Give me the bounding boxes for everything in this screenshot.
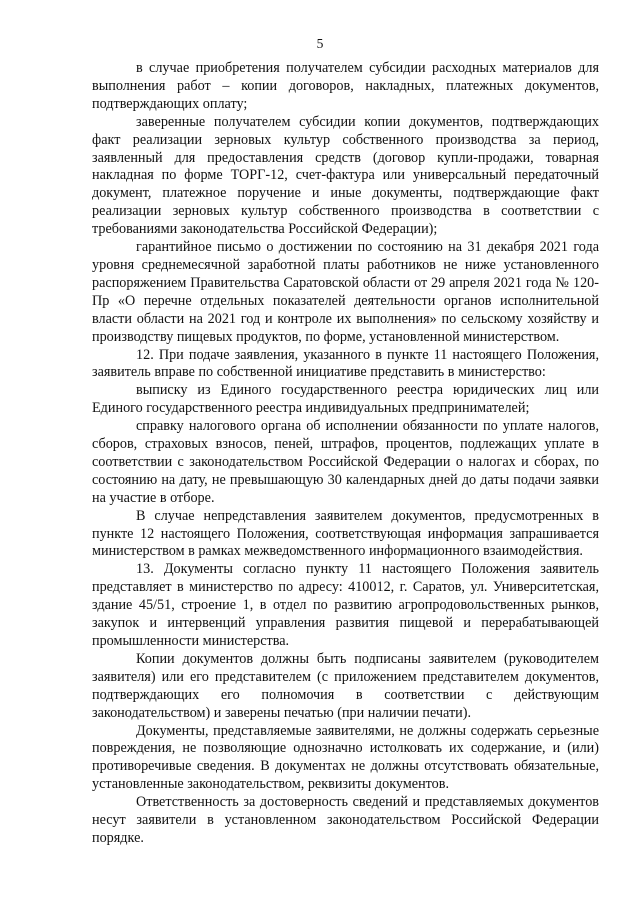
document-body xyxy=(92,60,599,848)
paragraph-clause-13: 13. Документы согласно пункту 11 настоящего Положения заявитель представляет в министерство по адресу: 410012, г. Саратов, ул. Университетская, здание 45/51, строение 1, в отдел по развитию агропродовольственных рынков, закупок и интервенций управления развития пищевой и перерабатывающей промышленности министерства. xyxy=(92,561,599,649)
paragraph-clause-12: 12. При подаче заявления, указанного в пункте 11 настоящего Положения, заявитель вправе по собственной инициативе представить в министерство: xyxy=(92,346,599,381)
paragraph-grain-sales-documents: заверенные получателем субсидии копии документов, подтверждающих факт реализации зерновых культур собственного производства за период, заявленный для предоставления средств (договор купли-продажи, товарная накладная по форме ТОРГ-12, счет-фактура или универсальный передаточный документ, платежное поручение и иные документы, подтверждающие факт реализации зерновых культур собственного производства в соответствии с требованиями законодательства Российской Федерации); xyxy=(92,113,599,238)
paragraph-registry-extract: выписку из Единого государственного реестра юридических лиц или Единого государственного реестра индивидуальных предпринимателей; xyxy=(92,382,599,417)
paragraph-guarantee-letter: гарантийное письмо о достижении по состоянию на 31 декабря 2021 года уровня среднемесячной заработной платы работников не ниже установленного распоряжением Правительства Саратовской области от 29 апреля 2021 года № 120-Пр «О перечне отдельных показателей деятельности органов исполнительной власти области на 2021 год и контроле их выполнения» по сельскому хозяйству и производству пищевых продуктов, по форме, установленной министерством. xyxy=(92,239,599,345)
paragraph-materials-purchase: в случае приобретения получателем субсидии расходных материалов для выполнения работ – копии договоров, накладных, платежных документов, подтверждающих оплату; xyxy=(92,60,599,112)
paragraph-copies-signed: Копии документов должны быть подписаны заявителем (руководителем заявителя) или его представителем (с приложением представителем документов, подтверждающих его полномочия в соответствии с действующим законодательством) и заверены печатью (при наличии печати). xyxy=(92,650,599,721)
page-number: 5 xyxy=(316,36,324,51)
paragraph-responsibility: Ответственность за достоверность сведений и представляемых документов несут заявители в установленном законодательством Российской Федерации порядке. xyxy=(92,794,599,846)
paragraph-document-condition: Документы, представляемые заявителями, не должны содержать серьезные повреждения, не позволяющие однозначно истолковать их содержание, и (или) противоречивые сведения. В документах не должны отсутствовать обязательные, установленные законодательством, реквизиты документов. xyxy=(92,722,599,793)
paragraph-tax-certificate: справку налогового органа об исполнении обязанности по уплате налогов, сборов, страховых взносов, пеней, штрафов, процентов, подлежащих уплате в соответствии с законодательством Российской Федерации о налогах и сборах, по состоянию на дату, не превышающую 30 календарных дней до даты подачи заявки на участие в отборе. xyxy=(92,418,599,506)
paragraph-interdepartmental-request: В случае непредставления заявителем документов, предусмотренных в пункте 12 настоящего Положения, соответствующая информация запрашивается министерством в рамках межведомственного информационного взаимодействия. xyxy=(92,507,599,560)
